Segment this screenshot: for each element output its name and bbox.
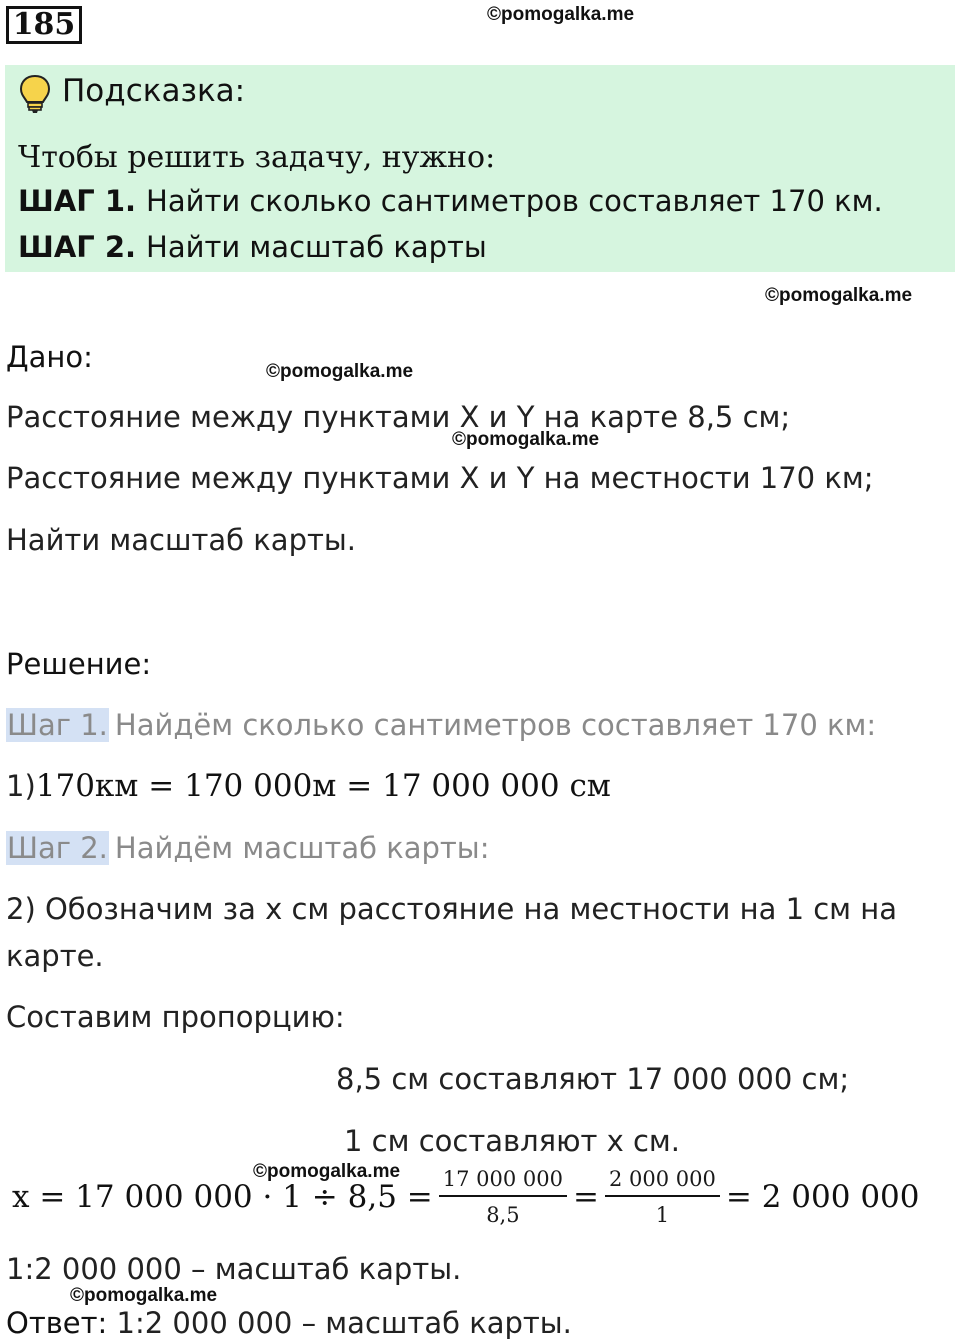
watermark: ©pomogalka.me <box>487 4 635 25</box>
proportion-line-2: 1 см составляют x см. <box>344 1124 681 1158</box>
step-text: Найдём масштаб карты: <box>114 831 490 865</box>
hint-step-1 <box>18 184 883 218</box>
solution-step-2 <box>6 831 489 865</box>
watermark: ©pomogalka.me <box>765 285 913 306</box>
fraction-numerator: 2 000 000 <box>605 1167 720 1197</box>
line-prefix: 1) <box>6 769 36 803</box>
hint-intro: Чтобы решить задачу, нужно: <box>18 140 496 175</box>
watermark: ©pomogalka.me <box>70 1285 218 1306</box>
proportion-intro: Составим пропорцию: <box>6 1000 345 1034</box>
step-label: Шаг 2. <box>7 831 108 865</box>
fraction-denominator: 8,5 <box>486 1203 520 1227</box>
answer-text: 1:2 000 000 – масштаб карты. <box>116 1306 572 1340</box>
solution-line-1 <box>6 768 611 804</box>
fraction-numerator: 17 000 000 <box>439 1167 567 1197</box>
hint-step-label: ШАГ 2. <box>18 230 137 264</box>
scale-line: 1:2 000 000 – масштаб карты. <box>6 1252 462 1286</box>
equation <box>12 1163 920 1231</box>
watermark: ©pomogalka.me <box>266 361 414 382</box>
given-line-3: Найти масштаб карты. <box>6 523 356 557</box>
equals-sign: = <box>573 1179 599 1215</box>
fraction-denominator: 1 <box>655 1203 670 1227</box>
step-text: Найдём сколько сантиметров составляет 170 км: <box>114 708 877 742</box>
answer-line <box>6 1306 572 1340</box>
fraction-2 <box>605 1167 720 1227</box>
problem-number: 185 <box>6 6 82 44</box>
given-heading: Дано: <box>6 340 93 374</box>
hint-step-2 <box>18 230 487 264</box>
solution-line-2b: карте. <box>6 939 104 973</box>
equation-lhs: x = 17 000 000 · 1 ÷ 8,5 = <box>12 1179 433 1215</box>
equation-rhs: = 2 000 000 <box>725 1179 920 1215</box>
watermark: ©pomogalka.me <box>452 429 600 450</box>
given-line-2: Расстояние между пунктами X и Y на местности 170 км; <box>6 461 874 495</box>
lightbulb-icon <box>18 74 52 114</box>
answer-label: Ответ: <box>6 1306 108 1340</box>
solution-step-1 <box>6 708 876 742</box>
hint-title: Подсказка: <box>62 73 246 109</box>
watermark: ©pomogalka.me <box>253 1161 401 1182</box>
solution-heading: Решение: <box>6 647 152 681</box>
hint-step-text: Найти сколько сантиметров составляет 170 км. <box>146 184 883 218</box>
proportion-line-1: 8,5 см составляют 17 000 000 см; <box>336 1062 850 1096</box>
solution-line-2a: 2) Обозначим за x см расстояние на местности на 1 см на <box>6 892 898 926</box>
conversion-math: 170км = 170 000м = 17 000 000 см <box>35 768 611 804</box>
fraction-1 <box>439 1167 567 1227</box>
hint-step-text: Найти масштаб карты <box>146 230 487 264</box>
hint-step-label: ШАГ 1. <box>18 184 137 218</box>
given-line-1: Расстояние между пунктами X и Y на карте 8,5 см; <box>6 400 791 434</box>
step-label: Шаг 1. <box>7 708 108 742</box>
